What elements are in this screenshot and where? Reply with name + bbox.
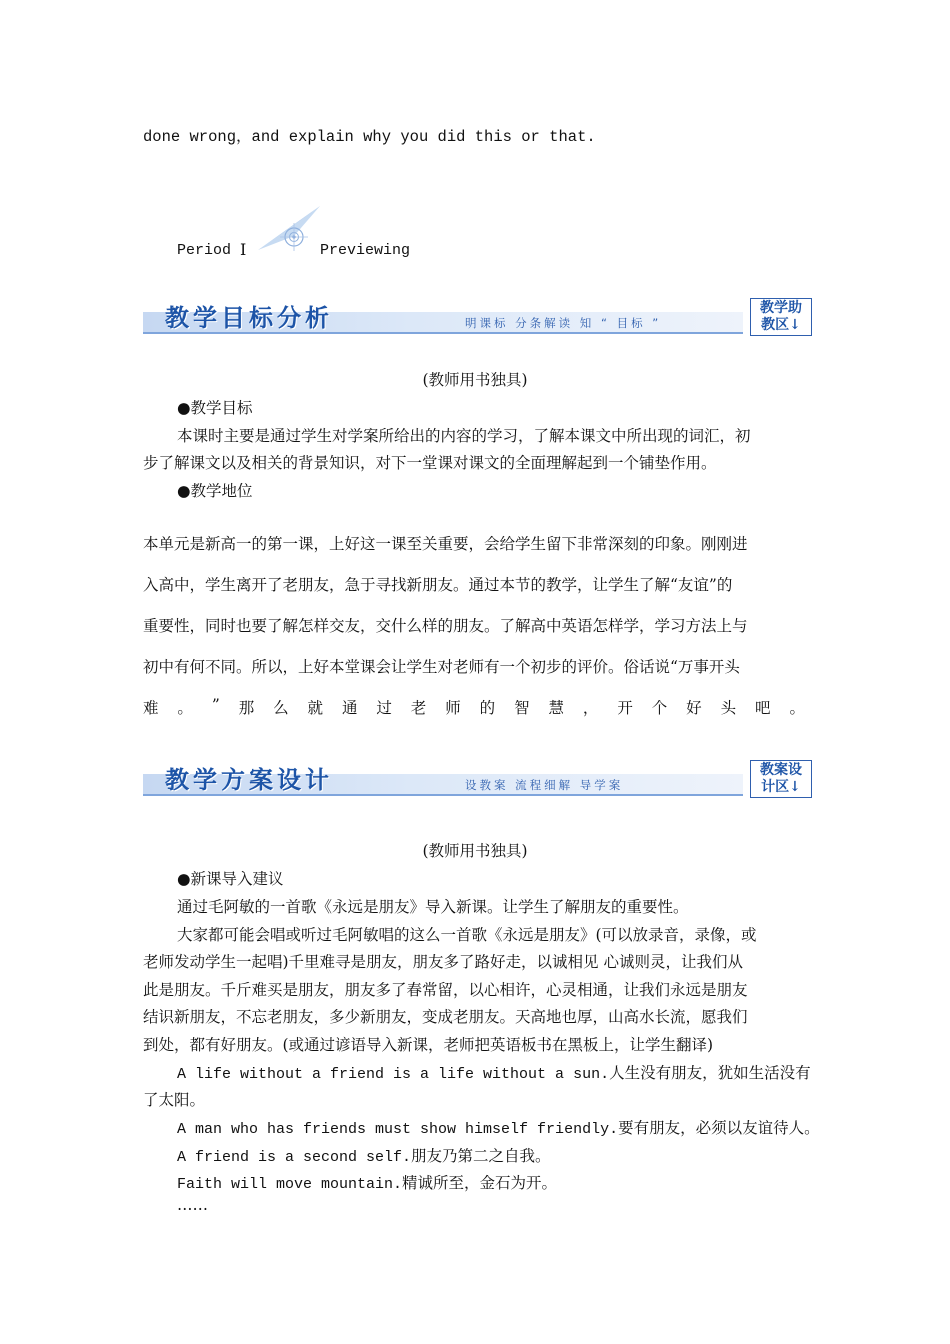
banner-tag-line2: 计区↓ <box>761 779 801 795</box>
paper-plane-target-icon <box>254 202 324 254</box>
justified-char: ， <box>582 699 599 717</box>
justified-char: 头 <box>720 699 737 717</box>
banner-tag-line1: 教案设 <box>760 762 802 778</box>
song-text-line: 大家都可能会唱或听过毛阿敏唱的这么一首歌《永远是朋友》(可以放录音，录像，或 <box>177 926 757 944</box>
lead-in-text: 通过毛阿敏的一首歌《永远是朋友》导入新课。让学生了解朋友的重要性。 <box>177 898 689 916</box>
justified-char: ” <box>211 696 220 714</box>
status-text-line: 入高中，学生离开了老朋友，急于寻找新朋友。通过本节的教学，让学生了解“友谊”的 <box>143 576 733 594</box>
ellipsis: …… <box>177 1196 208 1214</box>
justified-char: 通 <box>341 699 358 717</box>
proverb-line <box>177 1144 551 1166</box>
goal-heading: ●教学目标 <box>177 399 253 417</box>
justified-char: 就 <box>307 699 324 717</box>
teacher-only-note: (教师用书独具) <box>422 371 528 389</box>
status-text-line-justified <box>143 696 805 718</box>
intro-tail-text: done wrong，and explain why you did this or that. <box>143 128 596 146</box>
banner-tag-box <box>750 760 812 798</box>
status-heading: ●教学地位 <box>177 482 253 500</box>
justified-char: 那 <box>238 699 255 717</box>
status-text-line: 初中有何不同。所以，上好本堂课会让学生对老师有一个初步的评价。俗话说“万事开头 <box>143 658 740 676</box>
justified-char: 的 <box>479 699 496 717</box>
goal-text-line: 本课时主要是通过学生对学案所给出的内容的学习，了解本课文中所出现的词汇，初 <box>177 427 751 445</box>
banner-title: 教学方案设计 <box>165 765 333 794</box>
justified-char: 难 <box>143 699 159 717</box>
justified-char: 。 <box>177 699 193 717</box>
banner-tag-box <box>750 298 812 336</box>
status-text-line: 本单元是新高一的第一课，上好这一课至关重要，会给学生留下非常深刻的印象。刚刚进 <box>143 535 748 553</box>
proverb-english: A life without a friend is a life without a sun. <box>177 1066 610 1083</box>
proverb-english: A man who has friends must show himself friendly. <box>177 1121 619 1138</box>
banner-title: 教学目标分析 <box>165 303 333 332</box>
justified-char: 师 <box>445 699 461 717</box>
banner-subtitle: 设教案 流程细解 导学案 <box>465 778 624 792</box>
proverb-chinese: 人生没有朋友，犹如生活没有 <box>609 1064 811 1082</box>
goal-text-line: 步了解课文以及相关的背景知识，对下一堂课对课文的全面理解起到一个铺垫作用。 <box>143 454 717 472</box>
proverb-chinese: 要有朋友，必须以友谊待人。 <box>618 1119 820 1137</box>
lead-in-heading: ●新课导入建议 <box>177 870 284 888</box>
section-banner-teaching-plan <box>143 760 815 800</box>
proverb-english: Faith will move mountain. <box>177 1176 403 1193</box>
justified-char: 慧 <box>548 699 564 717</box>
section-banner-teaching-goals <box>143 298 815 338</box>
justified-char: 老 <box>410 699 427 717</box>
justified-char: 好 <box>686 699 702 717</box>
justified-char: 开 <box>617 699 633 717</box>
period-label: Period <box>177 242 232 259</box>
banner-tag-line2: 教区↓ <box>761 317 801 333</box>
proverb-line <box>177 1116 820 1138</box>
justified-char: 么 <box>273 699 289 717</box>
justified-char: 智 <box>514 699 530 717</box>
banner-subtitle: 明课标 分条解读 知 “ 目标 ” <box>465 316 662 330</box>
justified-char: 个 <box>651 699 668 717</box>
song-text-line: 此是朋友。千斤难买是朋友，朋友多了春常留，以心相许，心灵相通，让我们永远是朋友 <box>143 981 748 999</box>
song-text-line: 老师发动学生一起唱)千里难寻是朋友，朋友多了路好走，以诚相见 心诚则灵，让我们从 <box>143 953 743 971</box>
teacher-only-note: (教师用书独具) <box>422 842 528 860</box>
justified-char: 过 <box>376 699 392 717</box>
proverb-line <box>177 1171 557 1193</box>
proverb-english: A friend is a second self. <box>177 1149 412 1166</box>
status-text-line: 重要性，同时也要了解怎样交友，交什么样的朋友。了解高中英语怎样学，学习方法上与 <box>143 617 748 635</box>
banner-tag-line1: 教学助 <box>760 300 802 316</box>
proverb-chinese: 精诚所至，金石为开。 <box>402 1174 558 1192</box>
proverb-chinese: 朋友乃第二之自我。 <box>411 1147 551 1165</box>
song-text-line: 结识新朋友，不忘老朋友，多少新朋友，变成老朋友。天高地也厚，山高水长流，愿我们 <box>143 1008 748 1026</box>
justified-char: 。 <box>789 699 805 717</box>
justified-char: 吧 <box>755 699 771 717</box>
song-text-line: 到处，都有好朋友。(或通过谚语导入新课，老师把英语板书在黑板上，让学生翻译) <box>143 1036 714 1054</box>
period-number: Ⅰ <box>240 240 247 259</box>
proverb-line <box>177 1061 811 1083</box>
proverb-continuation: 了太阳。 <box>143 1091 206 1109</box>
period-title: Previewing <box>320 242 411 259</box>
